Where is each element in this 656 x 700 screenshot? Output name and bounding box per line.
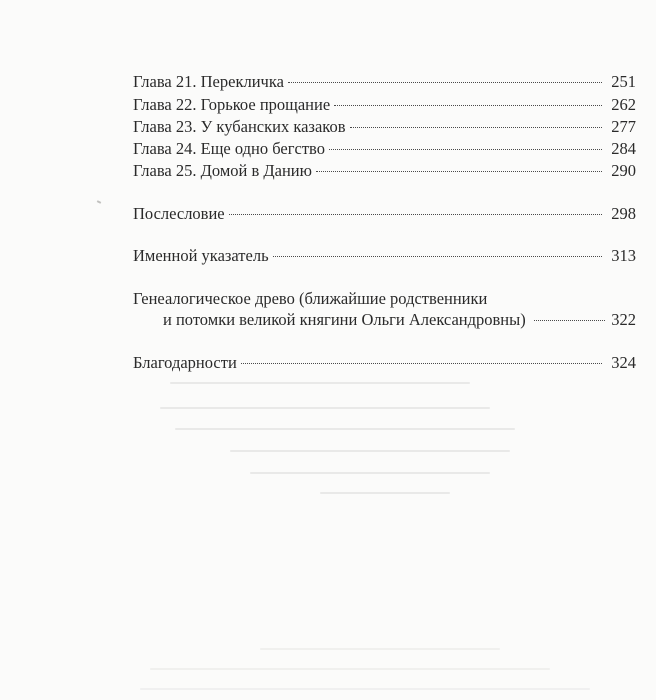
toc-entry [133, 139, 636, 159]
toc-entry-page: 298 [611, 204, 636, 223]
bleed-through-mark [250, 472, 490, 474]
bleed-through-mark [160, 407, 490, 409]
toc-entry-page: 284 [611, 139, 636, 158]
toc-entry-title: Глава 22. Горькое прощание [133, 95, 331, 114]
toc-entry [133, 72, 636, 92]
toc-entry-page: 324 [611, 353, 636, 372]
toc-entry [133, 95, 636, 115]
dot-leader [534, 320, 606, 321]
toc-entry-page: 290 [611, 161, 636, 180]
toc-entry-title: Послесловие [133, 204, 225, 223]
bleed-through-mark [150, 668, 550, 670]
toc-entry-title: Благодарности [133, 353, 237, 372]
bleed-through-mark [320, 492, 450, 494]
toc-entry-title: Глава 23. У кубанских казаков [133, 117, 346, 136]
dot-leader [350, 127, 603, 128]
dot-leader [241, 363, 602, 364]
dot-leader [316, 171, 602, 172]
toc-entry-title-line1: Генеалогическое древо (ближайшие родственники [133, 289, 488, 308]
toc-entry-page: 251 [611, 72, 636, 91]
toc-entry-page: 262 [611, 95, 636, 114]
dot-leader [273, 256, 602, 257]
dot-leader [329, 149, 602, 150]
toc-entry-title: Глава 21. Перекличка [133, 72, 284, 91]
toc-entry [133, 246, 636, 266]
toc-entry-title: Глава 25. Домой в Данию [133, 161, 312, 180]
toc-entry-title-line2: и потомки великой княгини Ольги Александровны) [163, 310, 526, 329]
toc-entry-page: 277 [611, 117, 636, 136]
dot-leader [334, 105, 602, 106]
toc-entry-line2 [133, 309, 636, 330]
toc-entry [133, 117, 636, 137]
bleed-through-mark [140, 688, 590, 690]
toc-entry-multiline [133, 288, 636, 330]
toc-entry-title: Именной указатель [133, 246, 269, 265]
toc-entry [133, 353, 636, 373]
toc-entry [133, 204, 636, 224]
toc-entry-page: 322 [611, 310, 636, 329]
dot-leader [229, 214, 602, 215]
dot-leader [288, 82, 602, 83]
toc-entry-title: Глава 24. Еще одно бегство [133, 139, 325, 158]
bleed-through-mark [230, 450, 510, 452]
paper-speck [97, 200, 101, 204]
bleed-through-mark [260, 648, 500, 650]
toc-entry [133, 161, 636, 181]
bleed-through-mark [175, 428, 515, 430]
toc-entry-page: 313 [611, 246, 636, 265]
bleed-through-mark [170, 382, 470, 384]
